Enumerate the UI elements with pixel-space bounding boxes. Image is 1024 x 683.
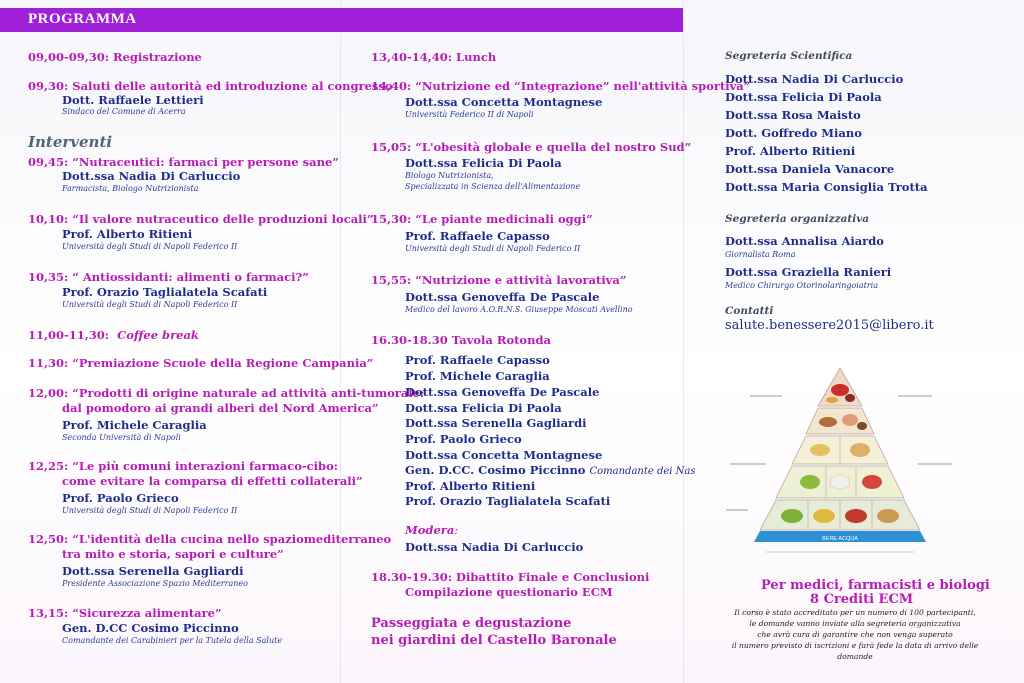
- note-line: Il corso è stato accreditato per un numero di 100 partecipanti,: [734, 608, 976, 617]
- column-divider: [683, 0, 684, 683]
- pyramid-water-label: BERE ACQUA: [822, 536, 858, 542]
- walk-line: Passeggiata e degustazione: [371, 616, 572, 631]
- moderator-colon: :: [454, 523, 459, 537]
- interventi-heading: Interventi: [28, 133, 113, 151]
- panelist: Prof. Raffaele Capasso: [405, 353, 550, 367]
- talk-title-cont: tra mito e storia, sapori e culture”: [62, 547, 284, 561]
- talk-title: 14,40: “Nutrizione ed “Integrazione” nell'attività sportiva”: [371, 79, 751, 93]
- secretariat-member: Dott. Goffredo Miano: [725, 126, 862, 140]
- organizer-name: Dott.ssa Annalisa Aiardo: [725, 234, 884, 248]
- talk-speaker: Dott.ssa Serenella Gagliardi: [62, 564, 244, 578]
- organizer-name: Dott.ssa Graziella Ranieri: [725, 265, 892, 279]
- talk-speaker: Gen. D.CC Cosimo Piccinno: [62, 621, 239, 635]
- greeting-role: Sindaco del Comune di Acerra: [62, 107, 186, 116]
- organizing-secretariat-heading: Segreteria organizzativa: [725, 213, 870, 225]
- organizer-role: Giornalista Roma: [725, 250, 796, 259]
- talk-title: 11,30: “Premiazione Scuole della Regione Campania”: [28, 356, 374, 370]
- panelist-note: Comandante dei Nas: [589, 466, 696, 477]
- ecm-audience: Per medici, farmacisti e biologi: [761, 578, 990, 593]
- talk-role: Università degli Studi di Napoli Federico II: [405, 244, 581, 253]
- panelist: Dott.ssa Felicia Di Paola: [405, 401, 562, 415]
- talk-role: Presidente Associazione Spazio Mediterraneo: [62, 579, 248, 588]
- secretariat-member: Dott.ssa Nadia Di Carluccio: [725, 72, 904, 86]
- talk-title: 12,25: “Le più comuni interazioni farmaco-cibo:: [28, 459, 339, 473]
- panelist: Dott.ssa Concetta Montagnese: [405, 448, 603, 462]
- banner-title: PROGRAMMA: [28, 11, 137, 27]
- secretariat-member: Dott.ssa Daniela Vanacore: [725, 162, 895, 176]
- talk-role: Università degli Studi di Napoli Federico II: [62, 506, 238, 515]
- program-banner: [0, 8, 683, 32]
- talk-title: 15,30: “Le piante medicinali oggi”: [371, 212, 593, 226]
- talk-speaker: Prof. Michele Caraglia: [62, 418, 207, 432]
- talk-role: Specializzata in Scienza dell'Alimentazione: [405, 182, 581, 191]
- talk-role: Università degli Studi di Napoli Federico II: [62, 300, 238, 309]
- note-line: che avrà cura di garantire che non venga superato: [757, 630, 953, 639]
- organizer-role: Medico Chirurgo Otorinolaringoiatria: [725, 281, 878, 290]
- accreditation-note: [720, 607, 990, 662]
- talk-title: 10,35: “ Antiossidanti: alimenti o farmaci?”: [28, 270, 309, 284]
- questionnaire-line: Compilazione questionario ECM: [405, 585, 613, 599]
- talk-title: 15,05: “L'obesità globale e quella del nostro Sud”: [371, 140, 692, 154]
- ecm-credits: 8 Crediti ECM: [810, 592, 914, 607]
- panelist: Prof. Alberto Ritieni: [405, 479, 536, 493]
- talk-role: Medico del lavoro A.O.R.N.S. Giuseppe Moscati Avellino: [405, 305, 633, 314]
- talk-speaker: Prof. Raffaele Capasso: [405, 229, 550, 243]
- coffee-break-line: [28, 328, 199, 342]
- coffee-time: 11,00-11,30:: [28, 328, 110, 342]
- talk-speaker: Dott.ssa Concetta Montagnese: [405, 95, 603, 109]
- talk-role: Comandante dei Carabinieri per la Tutela della Salute: [62, 636, 283, 645]
- contacts-heading: Contatti: [725, 305, 774, 317]
- talk-title: 10,10: “Il valore nutraceutico delle produzioni locali”: [28, 212, 374, 226]
- talk-title: 15,55: “Nutrizione e attività lavorativa”: [371, 273, 627, 287]
- panelist: Gen. D.CC. Cosimo Piccinno: [405, 463, 586, 477]
- talk-speaker: Dott.ssa Felicia Di Paola: [405, 156, 562, 170]
- talk-speaker: Dott.ssa Nadia Di Carluccio: [62, 169, 241, 183]
- contact-email[interactable]: salute.benessere2015@libero.it: [725, 318, 934, 333]
- lunch-line: 13,40-14,40: Lunch: [371, 50, 497, 64]
- column-divider: [340, 0, 341, 683]
- talk-title: 13,15: “Sicurezza alimentare”: [28, 606, 222, 620]
- talk-role: Farmacista, Biologo Nutrizionista: [62, 184, 199, 193]
- talk-title: 12,00: “Prodotti di origine naturale ad attività anti-tumorale:: [28, 386, 425, 400]
- note-line: il numero previsto di iscrizioni e farà fede la data di arrivo delle domande: [731, 641, 979, 661]
- talk-title-cont: dal pomodoro ai grandi alberi del Nord America”: [62, 401, 379, 415]
- panelist-with-note: [405, 463, 696, 479]
- final-debate: 18.30-19.30: Dibattito Finale e Conclusioni: [371, 570, 650, 584]
- talk-speaker: Prof. Alberto Ritieni: [62, 227, 193, 241]
- talk-speaker: Dott.ssa Genoveffa De Pascale: [405, 290, 600, 304]
- talk-role: Università Federico II di Napoli: [405, 110, 534, 119]
- coffee-label: Coffee break: [117, 328, 199, 342]
- moderator-name: Dott.ssa Nadia Di Carluccio: [405, 540, 584, 554]
- panelist: Prof. Orazio Taglialatela Scafati: [405, 494, 611, 508]
- panelist: Prof. Michele Caraglia: [405, 369, 550, 383]
- greeting-title: 09,30: Saluti delle autorità ed introduzione al congresso: [28, 79, 393, 93]
- secretariat-member: Dott.ssa Rosa Maisto: [725, 108, 861, 122]
- moderator-label-line: [405, 523, 458, 537]
- food-pyramid-graphic: [722, 360, 958, 556]
- food-pyramid-illustration: [722, 360, 958, 556]
- scientific-secretariat-heading: Segreteria Scientifica: [725, 50, 853, 62]
- panelist: Dott.ssa Genoveffa De Pascale: [405, 385, 600, 399]
- talk-title: 09,45: “Nutraceutici: farmaci per persone sane”: [28, 155, 339, 169]
- secretariat-member: Prof. Alberto Ritieni: [725, 144, 856, 158]
- greeting-speaker: Dott. Raffaele Lettieri: [62, 93, 204, 107]
- round-table-title: 16.30-18.30 Tavola Rotonda: [371, 333, 551, 347]
- talk-role: Università degli Studi di Napoli Federico II: [62, 242, 238, 251]
- secretariat-member: Dott.ssa Felicia Di Paola: [725, 90, 882, 104]
- talk-speaker: Prof. Orazio Taglialatela Scafati: [62, 285, 268, 299]
- panelist: Prof. Paolo Grieco: [405, 432, 522, 446]
- talk-speaker: Prof. Paolo Grieco: [62, 491, 179, 505]
- talk-title-cont: come evitare la comparsa di effetti collaterali”: [62, 474, 363, 488]
- secretariat-member: Dott.ssa Maria Consiglia Trotta: [725, 180, 928, 194]
- note-line: le domande vanno inviate alla segreteria organizzativa: [749, 619, 961, 628]
- talk-title: 12,50: “L'identità della cucina nello spaziomediterraneo: [28, 532, 392, 546]
- talk-role: Seconda Università di Napoli: [62, 433, 181, 442]
- moderator-label: Modera: [405, 523, 455, 537]
- talk-role: Biologo Nutrizionista,: [405, 171, 494, 180]
- panelist: Dott.ssa Serenella Gagliardi: [405, 416, 587, 430]
- registration-line: 09,00-09,30: Registrazione: [28, 50, 202, 64]
- walk-line: nei giardini del Castello Baronale: [371, 633, 617, 648]
